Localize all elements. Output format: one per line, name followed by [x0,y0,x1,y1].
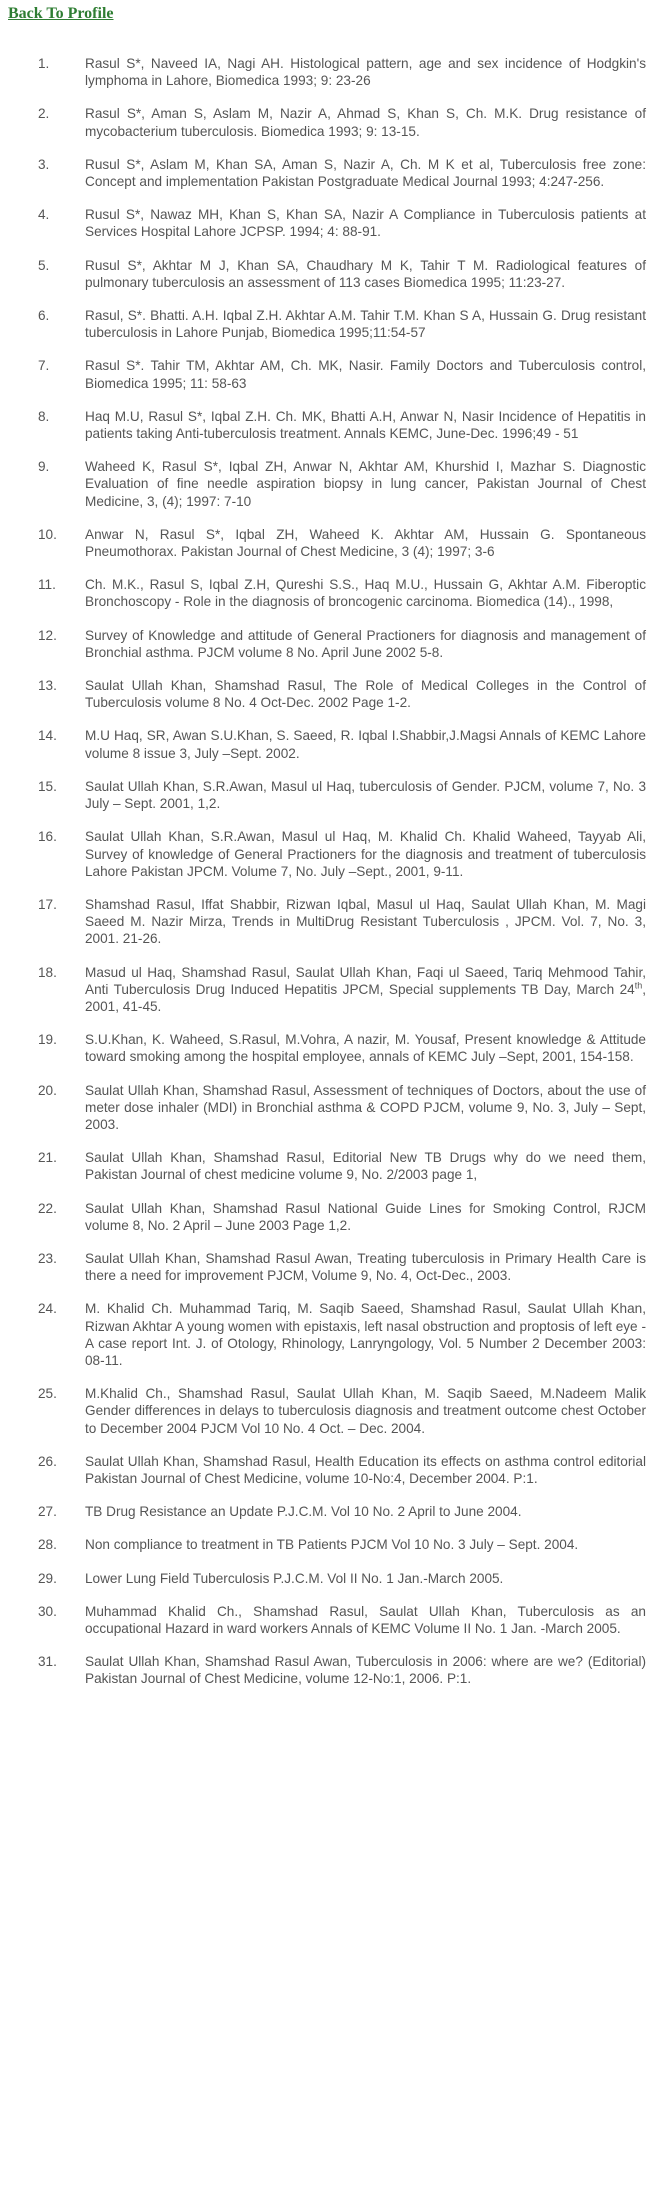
publication-item [0,1570,652,1587]
publication-item [0,1603,652,1637]
publication-item [0,1453,652,1487]
publication-item [0,576,652,610]
publication-number: 7. [38,358,50,374]
publication-number: 2. [38,106,50,122]
citation-text-before: Masud ul Haq, Shamshad Rasul, Saulat Ullah Khan, Faqi ul Saeed, Tariq Mehmood Tahir, Anti Tuberculosis Drug Induced Hepatitis JPCM, Special supplements TB Day, March 24 [85,964,646,997]
publication-citation: S.U.Khan, K. Waheed, S.Rasul, M.Vohra, A nazir, M. Yousaf, Present knowledge & Attitude toward smoking among the hospital employee, annals of KEMC July –Sept, 2001, 154-158. [85,1032,646,1065]
citation-text-after: , 2001, 41-45. [85,981,646,1014]
publication-item [0,156,652,190]
publication-number: 26. [38,1453,57,1469]
publication-citation: Anwar N, Rasul S*, Iqbal ZH, Waheed K. Akhtar AM, Hussain G. Spontaneous Pneumothorax. Pakistan Journal of Chest Medicine, 3 (4); 1997; 3-6 [85,526,646,560]
publication-number: 20. [38,1082,57,1098]
publication-item [0,105,652,139]
publication-number: 13. [38,678,57,694]
publication-item [0,1250,652,1284]
publication-citation: Rusul S*, Aslam M, Khan SA, Aman S, Nazir A, Ch. M K et al, Tuberculosis free zone: Concept and implementation Pakistan Postgraduate Medical Journal 1993; 4:247-256. [85,156,646,190]
publication-number: 24. [38,1301,57,1317]
publication-number: 27. [38,1504,57,1520]
publication-number: 12. [38,627,57,643]
publication-citation: Saulat Ullah Khan, Shamshad Rasul National Guide Lines for Smoking Control, RJCM volume 8, No. 2 April – June 2003 Page 1,2. [85,1200,646,1233]
publication-number: 5. [38,257,50,273]
publication-item [0,1536,652,1553]
publication-number: 21. [38,1150,57,1166]
publication-number: 17. [38,896,57,912]
publication-number: 1. [38,56,50,71]
publication-number: 6. [38,308,50,324]
publication-item [0,727,652,761]
publication-number: 31. [38,1654,57,1670]
publication-number: 11. [38,577,56,593]
publication-item [0,896,652,948]
publication-citation: Saulat Ullah Khan, Shamshad Rasul, The Role of Medical Colleges in the Control of Tuberculosis volume 8 No. 4 Oct-Dec. 2002 Page 1-2. [85,678,646,711]
publication-item [0,1031,652,1065]
publication-item [0,526,652,560]
publication-number: 14. [38,728,57,744]
publication-item [0,778,652,812]
publication-citation: Saulat Ullah Khan, Shamshad Rasul, Health Education its effects on asthma control editorial Pakistan Journal of Chest Medicine, volume 10-No:4, December 2004. P:1. [85,1453,646,1486]
publication-number: 15. [38,778,57,794]
publication-citation: M. Khalid Ch. Muhammad Tariq, M. Saqib Saeed, Shamshad Rasul, Saulat Ullah Khan, Rizwan Akhtar A young women with epistaxis, left nasal obstruction and proptosis of left eye - A case report Int. J. of Otology, Rhinology, Lanryngology, Vol. 5 Number 2 December 2003: 08-11. [85,1301,646,1368]
publication-citation: Saulat Ullah Khan, Shamshad Rasul, Assessment of techniques of Doctors, about the use of meter dose inhaler (MDI) in Bronchial asthma & COPD PJCM, volume 9, No. 3, July – Sept, 2003. [85,1082,646,1132]
publication-citation: Rasul S*, Naveed IA, Nagi AH. Histological pattern, age and sex incidence of Hodgkin's lymphoma in Lahore, Biomedica 1993; 9: 23-26 [85,56,646,89]
publication-item [0,206,652,240]
publication-citation [85,964,646,1016]
publication-item [0,1149,652,1183]
publication-item [0,1082,652,1134]
publication-number: 23. [38,1250,57,1266]
publication-number: 18. [38,964,57,980]
publication-item [0,408,652,442]
publication-item [0,1385,652,1437]
publication-citation: Lower Lung Field Tuberculosis P.J.C.M. Vol II No. 1 Jan.-March 2005. [85,1570,504,1586]
publication-citation: Non compliance to treatment in TB Patients PJCM Vol 10 No. 3 July – Sept. 2004. [85,1537,579,1553]
publication-citation: Rusul S*, Akhtar M J, Khan SA, Chaudhary M K, Tahir T M. Radiological features of pulmonary tuberculosis an assessment of 113 cases Biomedica 1995; 11:23-27. [85,257,646,290]
publication-citation: Rasul S*, Aman S, Aslam M, Nazir A, Ahmad S, Khan S, Ch. M.K. Drug resistance of mycobacterium tuberculosis. Biomedica 1993; 9: 13-15. [85,106,646,139]
citation-superscript: th [634,980,643,991]
publication-item [0,677,652,711]
publication-item [0,1300,652,1369]
publication-number: 8. [38,408,50,424]
publication-citation: M.U Haq, SR, Awan S.U.Khan, S. Saeed, R. Iqbal I.Shabbir,J.Magsi Annals of KEMC Lahore volume 8 issue 3, July –Sept. 2002. [85,728,646,761]
publication-item [0,55,652,89]
publication-citation: Rusul S*, Nawaz MH, Khan S, Khan SA, Nazir A Compliance in Tuberculosis patients at Services Hospital Lahore JCPSP. 1994; 4: 88-91. [85,207,646,240]
publication-citation: Rasul S*. Tahir TM, Akhtar AM, Ch. MK, Nasir. Family Doctors and Tuberculosis control, Biomedica 1995; 11: 58-63 [85,358,646,391]
publication-item [0,1503,652,1520]
publication-citation: Ch. M.K., Rasul S, Iqbal Z.H, Qureshi S.S., Haq M.U., Hussain G, Akhtar A.M. Fiberoptic Bronchoscopy - Role in the diagnosis of broncogenic carcinoma. Biomedica (14)., 1998, [85,577,646,610]
publication-number: 22. [38,1200,57,1216]
publication-number: 3. [38,156,50,172]
publication-number: 29. [38,1570,57,1586]
publication-item [0,627,652,661]
publication-item [0,307,652,341]
publication-number: 9. [38,459,50,475]
publication-citation: Muhammad Khalid Ch., Shamshad Rasul, Saulat Ullah Khan, Tuberculosis as an occupational Hazard in ward workers Annals of KEMC Volume II No. 1 Jan. -March 2005. [85,1603,646,1636]
publication-citation: Saulat Ullah Khan, S.R.Awan, Masul ul Haq, M. Khalid Ch. Khalid Waheed, Tayyab Ali, Survey of knowledge of General Practioners for the diagnosis and treatment of tuberculosis Lahore Pakistan JPCM. Volume 7, No. July –Sept., 2001, 9-11. [85,829,646,879]
publication-number: 19. [38,1032,57,1048]
publication-item [0,828,652,880]
publication-list [0,55,652,1704]
publication-citation: M.Khalid Ch., Shamshad Rasul, Saulat Ullah Khan, M. Saqib Saeed, M.Nadeem Malik Gender differences in delays to tuberculosis diagnosis and treatment outcome chest October to December 2004 PJCM Vol 10 No. 4 Oct. – Dec. 2004. [85,1386,646,1436]
publication-item [0,257,652,291]
publication-number: 30. [38,1603,57,1619]
publication-citation: Saulat Ullah Khan, Shamshad Rasul Awan, Tuberculosis in 2006: where are we? (Editorial) Pakistan Journal of Chest Medicine, volume 12-No:1, 2006. P:1. [85,1654,646,1687]
publication-number: 25. [38,1386,57,1402]
publication-number: 16. [38,829,57,845]
publication-number: 10. [38,526,57,542]
publication-number: 28. [38,1537,57,1553]
publication-citation: Haq M.U, Rasul S*, Iqbal Z.H. Ch. MK, Bhatti A.H, Anwar N, Nasir Incidence of Hepatitis in patients taking Anti-tuberculosis treatment. Annals KEMC, June-Dec. 1996;49 - 51 [85,408,646,442]
publication-citation: Saulat Ullah Khan, S.R.Awan, Masul ul Haq, tuberculosis of Gender. PJCM, volume 7, No. 3 July – Sept. 2001, 1,2. [85,778,646,812]
back-to-profile-link[interactable]: Back To Profile [8,5,114,22]
publication-citation: TB Drug Resistance an Update P.J.C.M. Vol 10 No. 2 April to June 2004. [85,1504,522,1520]
publication-citation: Shamshad Rasul, Iffat Shabbir, Rizwan Iqbal, Masul ul Haq, Saulat Ullah Khan, M. Magi Saeed M. Nazir Mirza, Trends in MultiDrug Resistant Tuberculosis , JPCM. Vol. 7, No. 3, 2001. 21-26. [85,896,646,947]
publication-number: 4. [38,207,50,223]
publication-item [0,1653,652,1687]
publication-item [0,458,652,510]
publication-item [0,357,652,391]
publication-item [0,1200,652,1234]
publication-citation: Saulat Ullah Khan, Shamshad Rasul Awan, Treating tuberculosis in Primary Health Care is there a need for improvement PJCM, Volume 9, No. 4, Oct-Dec., 2003. [85,1250,646,1284]
publication-citation: Waheed K, Rasul S*, Iqbal ZH, Anwar N, Akhtar AM, Khurshid I, Mazhar S. Diagnostic Evaluation of fine needle aspiration biopsy in lung cancer, Pakistan Journal of Chest Medicine, 3, (4); 1997: 7-10 [85,459,646,509]
publication-citation: Survey of Knowledge and attitude of General Practioners for diagnosis and management of Bronchial asthma. PJCM volume 8 No. April June 2002 5-8. [85,627,646,660]
publication-item [0,964,652,1016]
publication-citation: Saulat Ullah Khan, Shamshad Rasul, Editorial New TB Drugs why do we need them, Pakistan Journal of chest medicine volume 9, No. 2/2003 page 1, [85,1150,646,1183]
publication-citation: Rasul, S*. Bhatti. A.H. Iqbal Z.H. Akhtar A.M. Tahir T.M. Khan S A, Hussain G. Drug resistant tuberculosis in Lahore Punjab, Biomedica 1995;11:54-57 [85,308,646,341]
